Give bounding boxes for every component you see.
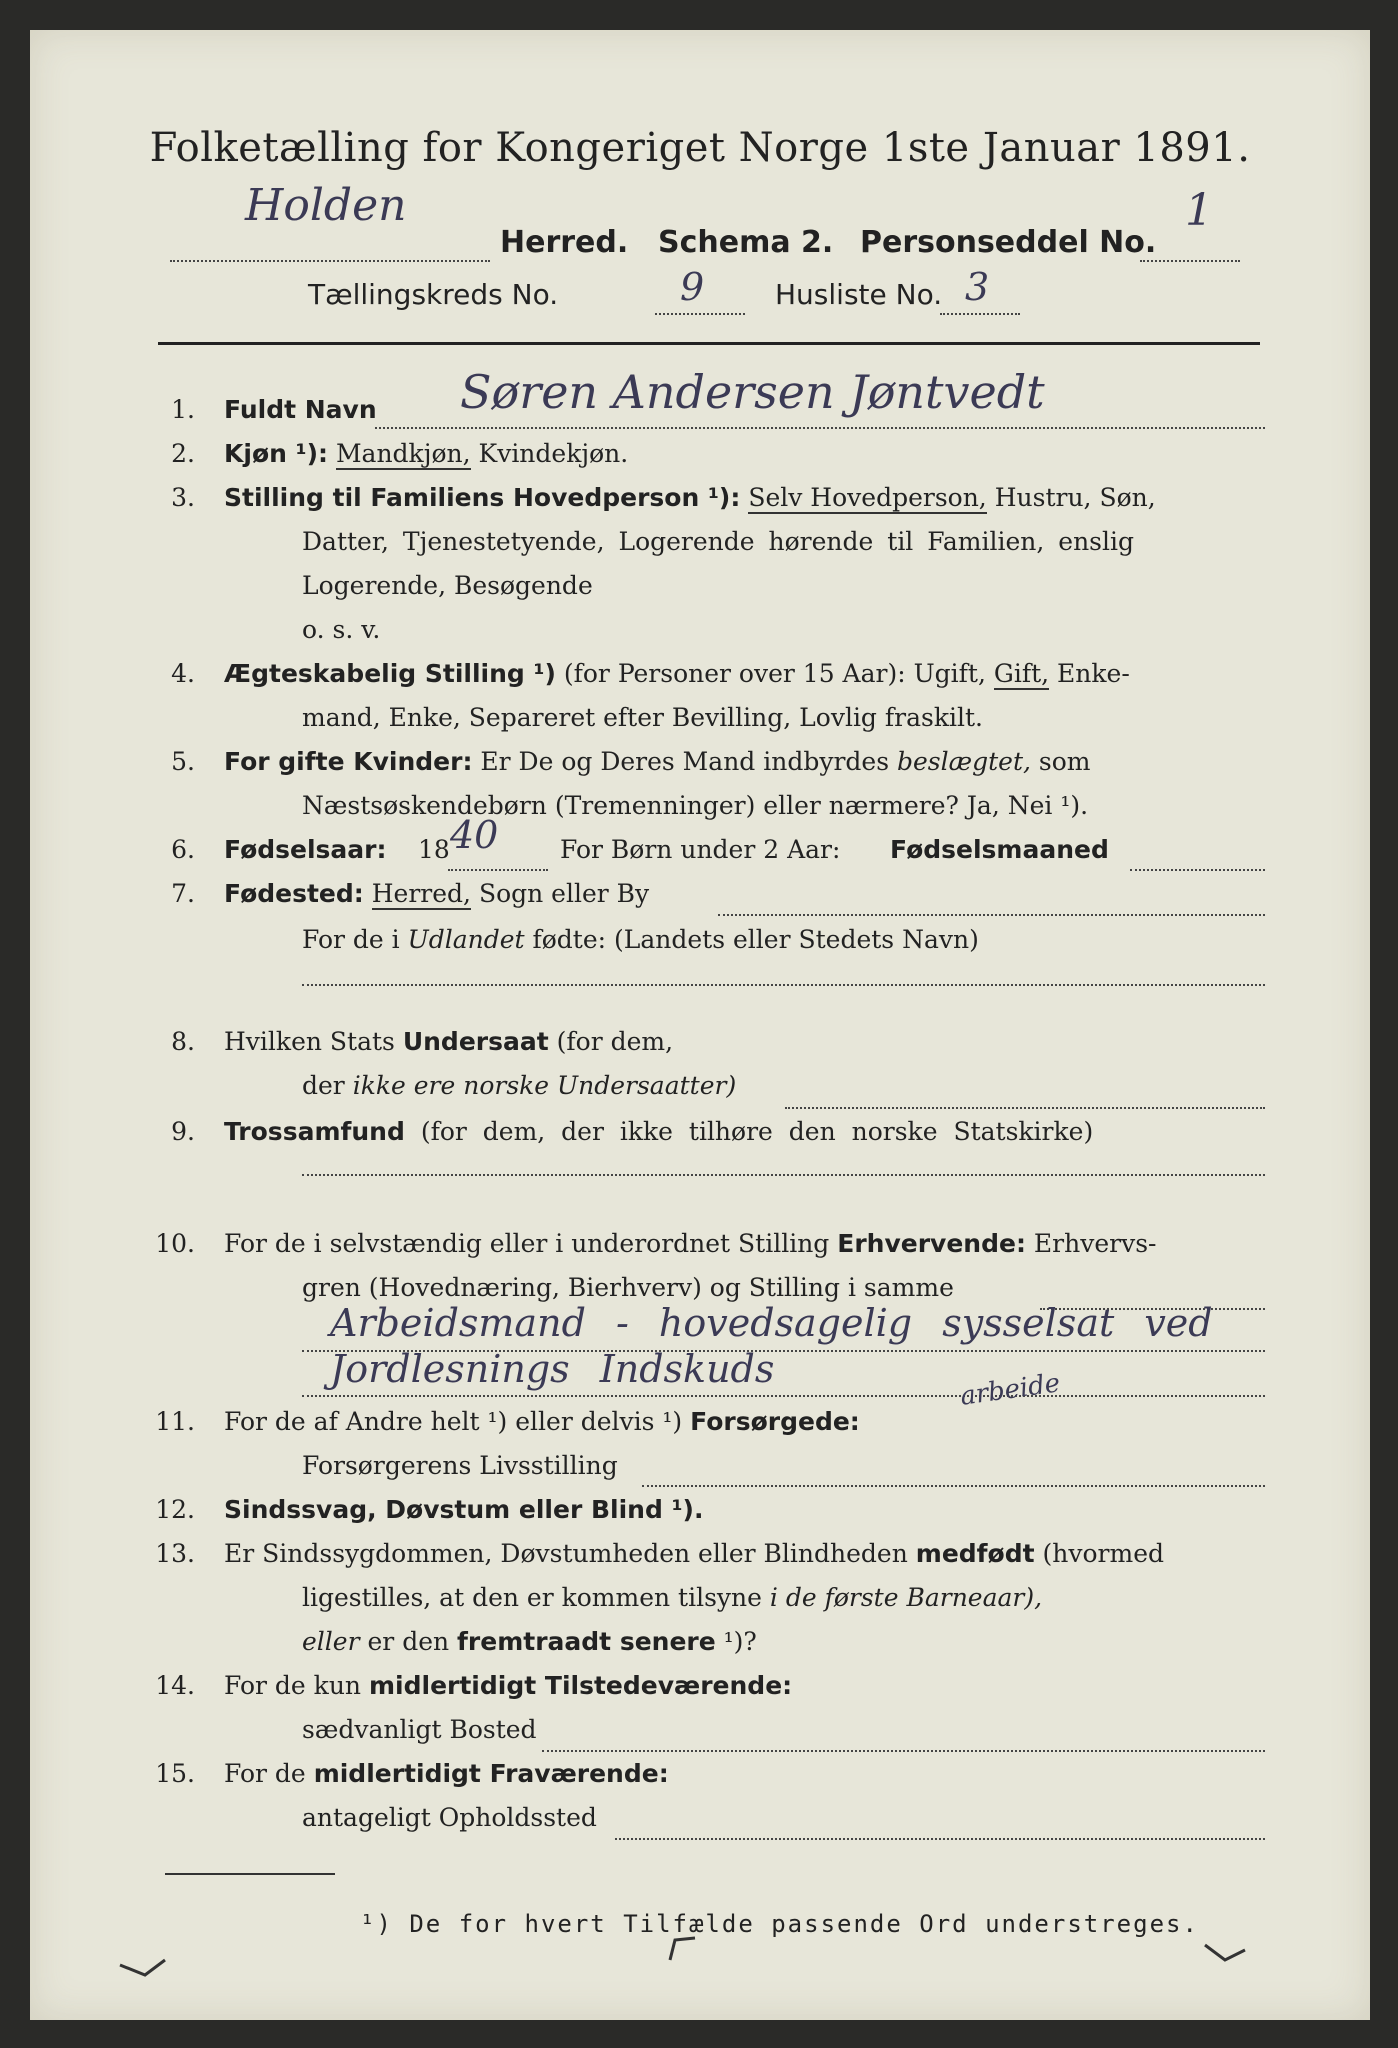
q13-label: medfødt — [915, 1539, 1035, 1568]
q13-line2 — [302, 1576, 1042, 1620]
q6-label: Fødselsaar: — [224, 835, 387, 864]
q9-line1 — [224, 1110, 1093, 1154]
form-title: Folketælling for Kongeriget Norge 1ste Januar 1891. — [149, 125, 1251, 171]
item-number: 5. — [171, 747, 195, 776]
q15-line2: antageligt Opholdssted — [302, 1803, 597, 1832]
schema-label: Schema 2. — [658, 225, 834, 260]
q10-text1: For de i selvstændig eller i underordnet Stilling — [224, 1229, 830, 1258]
q3-option-selected[interactable]: Selv Hovedperson, — [748, 483, 987, 512]
q2-option-kvindekjon[interactable]: Kvindekjøn. — [478, 439, 629, 468]
q10-line2: gren (Hovednæring, Bierhverv) og Stilling i samme — [302, 1273, 954, 1302]
q7-field-line — [718, 892, 1265, 916]
item-number: 1. — [171, 395, 195, 424]
q10-line1 — [224, 1222, 1156, 1266]
q8-field-line[interactable] — [785, 1085, 1265, 1109]
item-number: 15. — [155, 1759, 195, 1788]
q1-label: Fuldt Navn — [224, 395, 377, 424]
q13-text2: (hvormed — [1042, 1539, 1165, 1568]
item-number: 14. — [155, 1671, 195, 1700]
q5-text1: Er De og Deres Mand indbyrdes — [480, 747, 890, 776]
q9-field-line[interactable] — [302, 1170, 1265, 1176]
item-number: 8. — [171, 1027, 195, 1056]
q7-line2-b: fødte: (Landets eller Stedets Navn) — [532, 925, 979, 954]
q2-label: Kjøn ¹): — [224, 439, 328, 468]
q13-line3-b: ¹)? — [723, 1627, 757, 1656]
item-number: 12. — [155, 1495, 195, 1524]
q8-label: Undersaat — [402, 1027, 549, 1056]
q8-text2: (for dem, — [556, 1027, 674, 1056]
q5-label: For gifte Kvinder: — [224, 747, 473, 776]
q8-line1 — [224, 1020, 673, 1064]
q3-line3[interactable]: Logerende, Besøgende — [302, 571, 593, 600]
q14-field-line[interactable] — [542, 1730, 1265, 1752]
tick-mark-icon — [1200, 1935, 1250, 1975]
q8-line2-a: der — [302, 1071, 345, 1100]
q11-field-line[interactable] — [642, 1465, 1265, 1487]
q4-text2[interactable]: Enke- — [1057, 659, 1130, 688]
q11-line2: Forsørgerens Livsstilling — [302, 1451, 618, 1480]
item-number: 11. — [155, 1407, 195, 1436]
q10-text2: Erhvervs- — [1033, 1229, 1157, 1258]
q4-option-selected[interactable]: Gift, — [993, 659, 1050, 688]
q11-label: Forsørgede: — [690, 1407, 860, 1436]
q7-option-selected[interactable]: Herred, — [371, 879, 471, 908]
herred-label: Herred. — [500, 225, 629, 260]
q8-line2-italic: ikke ere norske Undersaatter) — [352, 1071, 737, 1100]
q14-text1: For de kun — [224, 1671, 362, 1700]
q6-value[interactable]: 40 — [450, 813, 499, 857]
q1-value[interactable]: Søren Andersen Jøntvedt — [460, 365, 1045, 419]
q6-label2: Fødselsmaaned — [890, 835, 1109, 864]
q14-label: midlertidigt Tilstedeværende: — [368, 1671, 793, 1700]
q7-text1[interactable]: Sogn eller By — [478, 879, 650, 908]
census-form — [30, 30, 1370, 2020]
q6-prefix: 18 — [418, 835, 450, 864]
q13-line2-italic: i de første Barneaar), — [769, 1583, 1043, 1612]
q4-label: Ægteskabelig Stilling ¹) — [224, 659, 556, 688]
taellingskreds-label: Tællingskreds No. — [308, 278, 559, 311]
q11-line1 — [224, 1400, 860, 1444]
q13-text1: Er Sindssygdommen, Døvstumheden eller Blindheden — [224, 1539, 908, 1568]
footnote: ¹) De for hvert Tilfælde passende Ord understreges. — [360, 1910, 1199, 1938]
q11-text1: For de af Andre helt ¹) eller delvis ¹) — [224, 1407, 683, 1436]
q15-text1: For de — [224, 1759, 306, 1788]
q3-options-rest[interactable]: Hustru, Søn, — [994, 483, 1156, 512]
q8-line2 — [302, 1064, 736, 1108]
item-number: 3. — [171, 483, 195, 512]
q6-text2: For Børn under 2 Aar: — [560, 835, 841, 864]
herred-field-line — [170, 230, 490, 262]
q2-option-mandkjon[interactable]: Mandkjøn, — [335, 439, 471, 468]
q5-italic: beslægtet, — [897, 747, 1031, 776]
q13-line3-a: er den — [367, 1627, 450, 1656]
q2-line — [224, 432, 628, 476]
q13-line3-bold: fremtraadt senere — [457, 1627, 716, 1656]
q7-line2 — [302, 918, 979, 962]
item-number: 2. — [171, 439, 195, 468]
herred-value[interactable]: Holden — [245, 180, 407, 231]
q7-line1 — [224, 872, 649, 916]
q3-line2[interactable]: Datter, Tjenestetyende, Logerende hørende til Familien, enslig — [302, 527, 1135, 556]
q5-text2: som — [1038, 747, 1091, 776]
q5-line1 — [224, 740, 1091, 784]
q3-line1 — [224, 476, 1156, 520]
item-number: 6. — [171, 835, 195, 864]
q13-line3-italic: eller — [302, 1627, 360, 1656]
q5-line2[interactable]: Næstsøskendebørn (Tremenninger) eller nærmere? Ja, Nei ¹). — [302, 791, 1089, 820]
q14-line1 — [224, 1664, 792, 1708]
q15-line1 — [224, 1752, 669, 1796]
q12-label[interactable]: Sindssvag, Døvstum eller Blind ¹). — [224, 1495, 704, 1524]
item-number: 13. — [155, 1539, 195, 1568]
item-number: 7. — [171, 879, 195, 908]
q15-label: midlertidigt Fraværende: — [313, 1759, 669, 1788]
item-number: 9. — [171, 1117, 195, 1146]
personseddel-label: Personseddel No. — [860, 225, 1157, 260]
q7-label: Fødested: — [224, 879, 364, 908]
header-rule — [158, 342, 1260, 345]
q7-line2-italic: Udlandet — [407, 925, 525, 954]
q15-field-line[interactable] — [615, 1818, 1265, 1840]
tick-mark-icon — [660, 1930, 710, 1970]
husliste-value[interactable]: 3 — [965, 265, 990, 309]
item-number: 10. — [155, 1229, 195, 1258]
q7-field-line2[interactable] — [302, 980, 1265, 986]
q6-field-line2 — [1130, 847, 1265, 871]
q13-line1 — [224, 1532, 1164, 1576]
tick-mark-icon — [115, 1950, 175, 1990]
q13-line2-a: ligestilles, at den er kommen tilsyne — [302, 1583, 762, 1612]
q14-line2: sædvanligt Bosted — [302, 1715, 537, 1744]
q4-line1 — [224, 652, 1130, 696]
q9-label: Trossamfund — [224, 1117, 405, 1146]
q9-text1: (for dem, der ikke tilhøre den norske Statskirke) — [420, 1117, 1094, 1146]
q4-text1[interactable]: (for Personer over 15 Aar): Ugift, — [563, 659, 986, 688]
footnote-rule — [165, 1873, 335, 1875]
taellingskreds-value[interactable]: 9 — [680, 265, 705, 309]
q7-line2-a: For de i — [302, 925, 400, 954]
q3-label: Stilling til Familiens Hovedperson ¹): — [224, 483, 741, 512]
q10-label: Erhvervende: — [837, 1229, 1026, 1258]
q10-value2[interactable]: arbeide — [958, 1368, 1062, 1412]
husliste-label: Husliste No. — [775, 278, 943, 311]
personseddel-value[interactable]: 1 — [1185, 185, 1213, 236]
q10-value[interactable]: Arbeidsmand - hovedsagelig sysselsat ved Jordlesnings Indskuds — [330, 1301, 1213, 1391]
q13-line3 — [302, 1620, 757, 1664]
q8-text1: Hvilken Stats — [224, 1027, 395, 1056]
q3-line4: o. s. v. — [302, 615, 381, 644]
item-number: 4. — [171, 659, 195, 688]
q4-line2[interactable]: mand, Enke, Separeret efter Bevilling, Lovlig fraskilt. — [302, 703, 983, 732]
